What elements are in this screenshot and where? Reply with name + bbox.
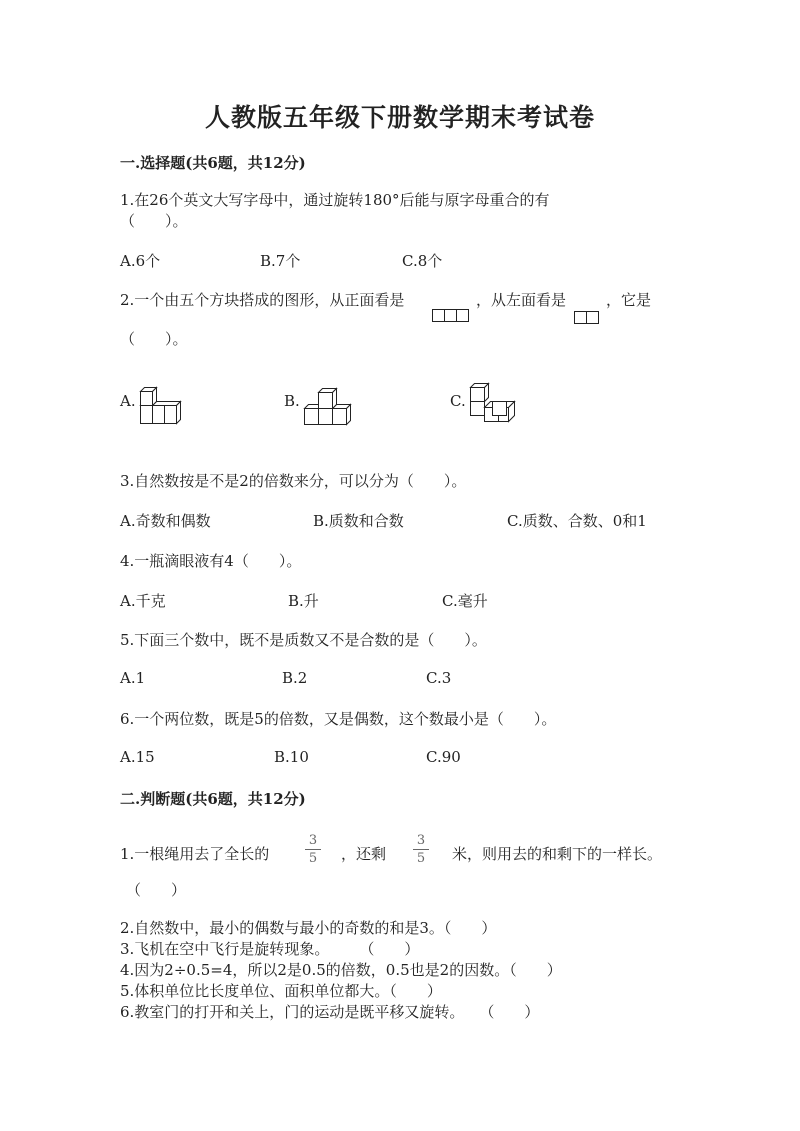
option-c: C.90 bbox=[426, 748, 461, 766]
option-b: B.质数和合数 bbox=[313, 512, 404, 530]
option-c: C.毫升 bbox=[442, 592, 488, 610]
left-view-figure bbox=[574, 299, 602, 327]
question-1-1: 1.在26个英文大写字母中，通过旋转180°后能与原字母重合的有 bbox=[120, 191, 550, 209]
option-a: A.千克 bbox=[120, 592, 166, 610]
option-c: C. bbox=[450, 392, 466, 410]
section-heading-choice: 一.选择题(共6题，共12分) bbox=[120, 154, 306, 172]
front-view-figure bbox=[432, 309, 472, 325]
page-title: 人教版五年级下册数学期末考试卷 bbox=[204, 103, 595, 132]
question-1-2-part2: ，从左面看是 bbox=[476, 291, 567, 309]
section-heading-judge: 二.判断题(共6题，共12分) bbox=[120, 790, 306, 808]
option-c: C.3 bbox=[426, 669, 452, 687]
question-2-4: 4.因为2÷0.5=4，所以2是0.5的倍数，0.5也是2的因数。（ ） bbox=[120, 961, 562, 979]
question-2-3: 3.飞机在空中飞行是旋转现象。 （ ） bbox=[120, 940, 420, 958]
option-a: A.6个 bbox=[120, 252, 161, 270]
question-1-2-part1: 2.一个由五个方块搭成的图形，从正面看是 bbox=[120, 291, 405, 309]
question-2-5: 5.体积单位比长度单位、面积单位都大。（ ） bbox=[120, 982, 442, 1000]
question-1-6: 6.一个两位数，既是5的倍数，又是偶数，这个数最小是（ ）。 bbox=[120, 710, 557, 728]
question-2-1-part3: 米，则用去的和剩下的一样长。 bbox=[452, 845, 663, 863]
fraction-three-fifths bbox=[305, 833, 321, 866]
front-view-top bbox=[432, 297, 472, 311]
option-c-cube-figure bbox=[470, 383, 520, 427]
option-a: A.15 bbox=[120, 748, 155, 766]
option-b: B.升 bbox=[288, 592, 319, 610]
question-2-1-part2: ，还剩 bbox=[341, 845, 387, 863]
option-c: C.8个 bbox=[402, 252, 443, 270]
question-2-1-part1: 1.一根绳用去了全长的 bbox=[120, 845, 270, 863]
fraction-numerator: 3 bbox=[416, 833, 426, 848]
option-b: B.10 bbox=[274, 748, 309, 766]
fraction-three-fifths bbox=[413, 833, 429, 866]
option-b: B.2 bbox=[282, 669, 308, 687]
question-1-3: 3.自然数按是不是2的倍数来分，可以分为（ ）。 bbox=[120, 472, 467, 490]
option-c: C.质数、合数、0和1 bbox=[507, 512, 647, 530]
question-2-1-blank: （ ） bbox=[126, 881, 187, 899]
question-1-2-part3: ，它是 bbox=[606, 291, 652, 309]
fraction-denominator: 5 bbox=[416, 851, 426, 866]
option-b: B.7个 bbox=[260, 252, 301, 270]
fraction-denominator: 5 bbox=[308, 851, 318, 866]
question-2-6: 6.教室门的打开和关上，门的运动是既平移又旋转。 （ ） bbox=[120, 1003, 540, 1021]
question-2-2: 2.自然数中，最小的偶数与最小的奇数的和是3。（ ） bbox=[120, 919, 497, 937]
option-a: A. bbox=[120, 392, 136, 410]
question-1-2-blank: （ ）。 bbox=[120, 330, 188, 348]
option-a-cube-figure bbox=[140, 387, 190, 427]
question-1-4: 4.一瓶滴眼液有4（ ）。 bbox=[120, 552, 302, 570]
fraction-numerator: 3 bbox=[308, 833, 318, 848]
option-b: B. bbox=[284, 392, 300, 410]
option-a: A.奇数和偶数 bbox=[120, 512, 211, 530]
question-1-1-blank: （ ）。 bbox=[120, 212, 188, 230]
question-1-5: 5.下面三个数中，既不是质数又不是合数的是（ ）。 bbox=[120, 631, 487, 649]
option-a: A.1 bbox=[120, 669, 146, 687]
option-b-cube-figure bbox=[304, 386, 354, 428]
